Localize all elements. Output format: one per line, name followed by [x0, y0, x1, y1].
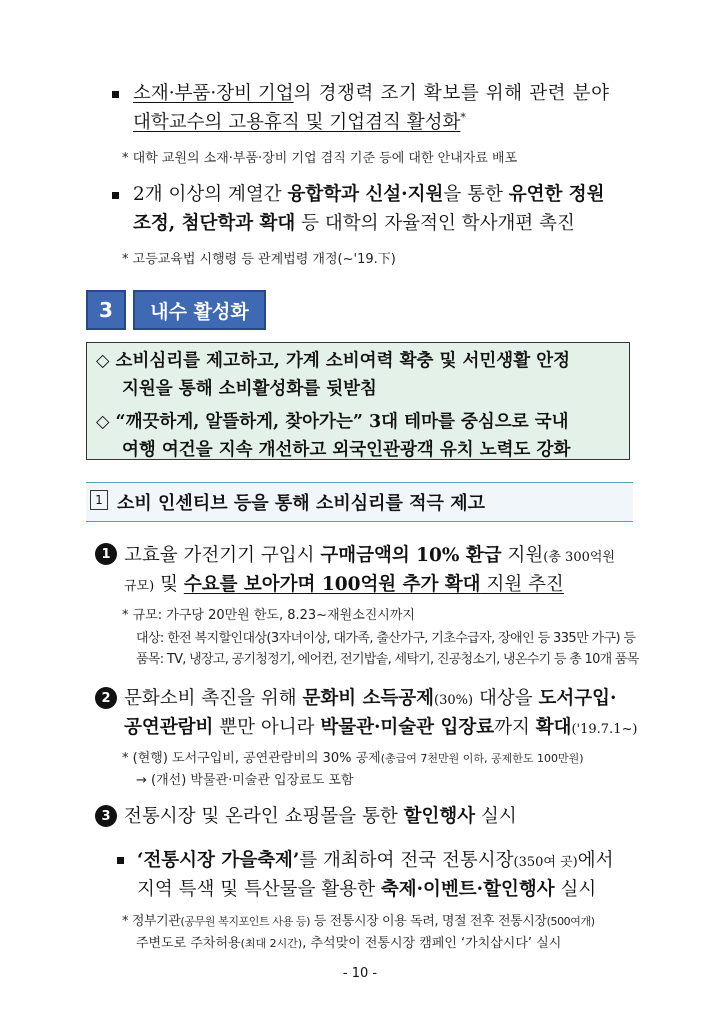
bullet-1-line-2-text: 대학교수의 고용휴직 및 기업겸직 활성화 [133, 112, 461, 133]
text-fragment: (350여 곳) [513, 855, 578, 870]
item-3-sub-line-2 [137, 875, 596, 901]
emphasis-text: 할인행사 [403, 806, 476, 827]
bullet-2-line-2 [133, 209, 575, 235]
text-fragment: 고효율 가전기기 구입시 [124, 545, 321, 566]
text-fragment: (공무원 복지포인트 사용 등) [180, 915, 311, 928]
item-1-note-2: 대상: 한전 복지할인대상(3자녀이상, 대가족, 출산가구, 기초수급자, 장애인 등 335만 가구) 등 [136, 631, 636, 646]
item-1-line-1 [124, 541, 615, 567]
emphasis-text: ‘전통시장 가을축제’ [137, 850, 300, 871]
emphasis-text: 확대 [535, 717, 572, 738]
footnote-mark: * [460, 110, 466, 124]
item-3-line-1 [124, 802, 517, 828]
text-fragment: 전통시장 및 온라인 쇼핑몰을 통한 [124, 806, 404, 827]
text-fragment: (총 300억원 [543, 550, 615, 565]
text-fragment: 2개 이상의 계열간 [133, 184, 288, 205]
summary-item-2-line-2: 여행 여건을 지속 개선하고 외국인관광객 유치 노력도 강화 [122, 440, 571, 460]
text-fragment: 주변도로 주차허용 [136, 936, 241, 951]
bullet-2-note: * 고등교육법 시행령 등 관계법령 개정(~'19.下) [122, 252, 396, 267]
bullet-1-line-1 [133, 79, 610, 105]
page-number: - 10 - [342, 966, 378, 981]
emphasis-text: 축제·이벤트·할인행사 [380, 879, 555, 900]
summary-item-1-line-2: 지원을 통해 소비활성화를 뒷받침 [122, 379, 377, 399]
text-fragment: 규모) [124, 579, 155, 594]
text-fragment: (30%) [434, 693, 474, 708]
text-fragment: 까지 [494, 717, 536, 738]
summary-item-1-line-1: ◇ 소비심리를 제고하고, 가계 소비여력 확충 및 서민생활 안정 [96, 351, 571, 371]
text-fragment: 실시 [554, 879, 597, 900]
emphasis-text: 융합학과 신설·지원 [287, 184, 444, 205]
emphasis-text: 구매금액의 10% 환급 [320, 545, 502, 566]
text-fragment: , 추석맞이 전통시장 캠페인 ‘가치삽시다’ 실시 [302, 936, 562, 951]
emphasis-text: 수요를 보아가며 100억원 추가 확대 [183, 574, 481, 595]
item-2-line-1 [124, 684, 616, 710]
text-fragment: 를 개최하여 전국 전통시장 [299, 850, 514, 871]
item-1-marker: 1 [95, 543, 117, 565]
bullet-square [112, 192, 119, 199]
text-fragment: 지역 특색 및 특산물을 활용한 [137, 879, 381, 900]
text-fragment: 문화소비 촉진을 위해 [124, 688, 303, 709]
item-3-note-2 [136, 932, 561, 951]
text-fragment: 을 통한 [443, 184, 509, 205]
text-fragment: 등 대학의 자율적인 학사개편 촉진 [295, 213, 575, 234]
item-3-sub-line-1 [137, 846, 614, 872]
item-3-note-1 [122, 910, 595, 929]
item-2-note-1 [122, 747, 584, 766]
emphasis-text: 문화비 소득공제 [302, 688, 435, 709]
bullet-1-note: * 대학 교원의 소재·부품·장비 기업 겸직 기준 등에 대한 안내자료 배포 [122, 151, 518, 166]
section-title: 내수 활성화 [133, 290, 266, 330]
emphasis-text: 박물관·미술관 입장료 [320, 717, 495, 738]
summary-item-2-line-1: ◇ “깨끗하게, 알뜰하게, 찾아가는” 3대 테마를 중심으로 국내 [96, 412, 569, 432]
bullet-square [117, 857, 124, 864]
bullet-1-underline-text: 소재·부품·장비 기업 [133, 83, 294, 104]
text-fragment: 등 전통시장 이용 독려, 명절 전후 전통시장 [310, 914, 547, 929]
emphasis-text: 공연관람비 [124, 717, 214, 738]
text-fragment: 지원 추진 [480, 574, 564, 595]
bullet-1-text: 의 경쟁력 조기 확보를 위해 관련 분야 [293, 83, 610, 104]
text-fragment: 지원 [501, 545, 544, 566]
subsection-number: 1 [90, 490, 108, 510]
text-fragment: ('19.7.1~) [571, 722, 638, 737]
item-1-line-2 [124, 570, 564, 596]
bullet-square [112, 91, 119, 98]
text-fragment: (500여개) [546, 915, 595, 928]
text-fragment: 및 [154, 574, 184, 595]
item-3-marker: 3 [95, 805, 117, 827]
text-fragment: (총급여 7천만원 이하, 공제한도 100만원) [380, 752, 584, 765]
text-fragment: 실시 [475, 806, 517, 827]
section-number: 3 [86, 290, 126, 330]
text-fragment: 뿐만 아니라 [213, 717, 321, 738]
text-fragment: (최대 2시간) [240, 937, 303, 950]
text-fragment: * (현행) 도서구입비, 공연관람비의 30% 공제 [122, 751, 381, 766]
bullet-2-line-1 [133, 180, 605, 206]
emphasis-text: 조정, 첨단학과 확대 [133, 213, 296, 234]
emphasis-text: 도서구입· [538, 688, 617, 709]
subsection-title: 소비 인센티브 등을 통해 소비심리를 적극 제고 [117, 493, 485, 514]
item-1-note-1: * 규모: 가구당 20만원 한도, 8.23~재원소진시까지 [122, 608, 415, 623]
text-fragment: 에서 [577, 850, 614, 871]
item-1-note-3: 품목: TV, 냉장고, 공기청정기, 에어컨, 전기밥솥, 세탁기, 진공청소기, 냉온수기 등 총 10개 품목 [136, 652, 639, 667]
item-2-marker: 2 [95, 687, 117, 709]
item-2-note-2: → (개선) 박물관·미술관 입장료도 포함 [136, 773, 354, 788]
text-fragment: 대상을 [473, 688, 539, 709]
text-fragment: * 정부기관 [122, 914, 181, 929]
bullet-1-line-2 [133, 108, 466, 134]
emphasis-text: 유연한 정원 [508, 184, 605, 205]
item-2-line-2 [124, 713, 637, 739]
